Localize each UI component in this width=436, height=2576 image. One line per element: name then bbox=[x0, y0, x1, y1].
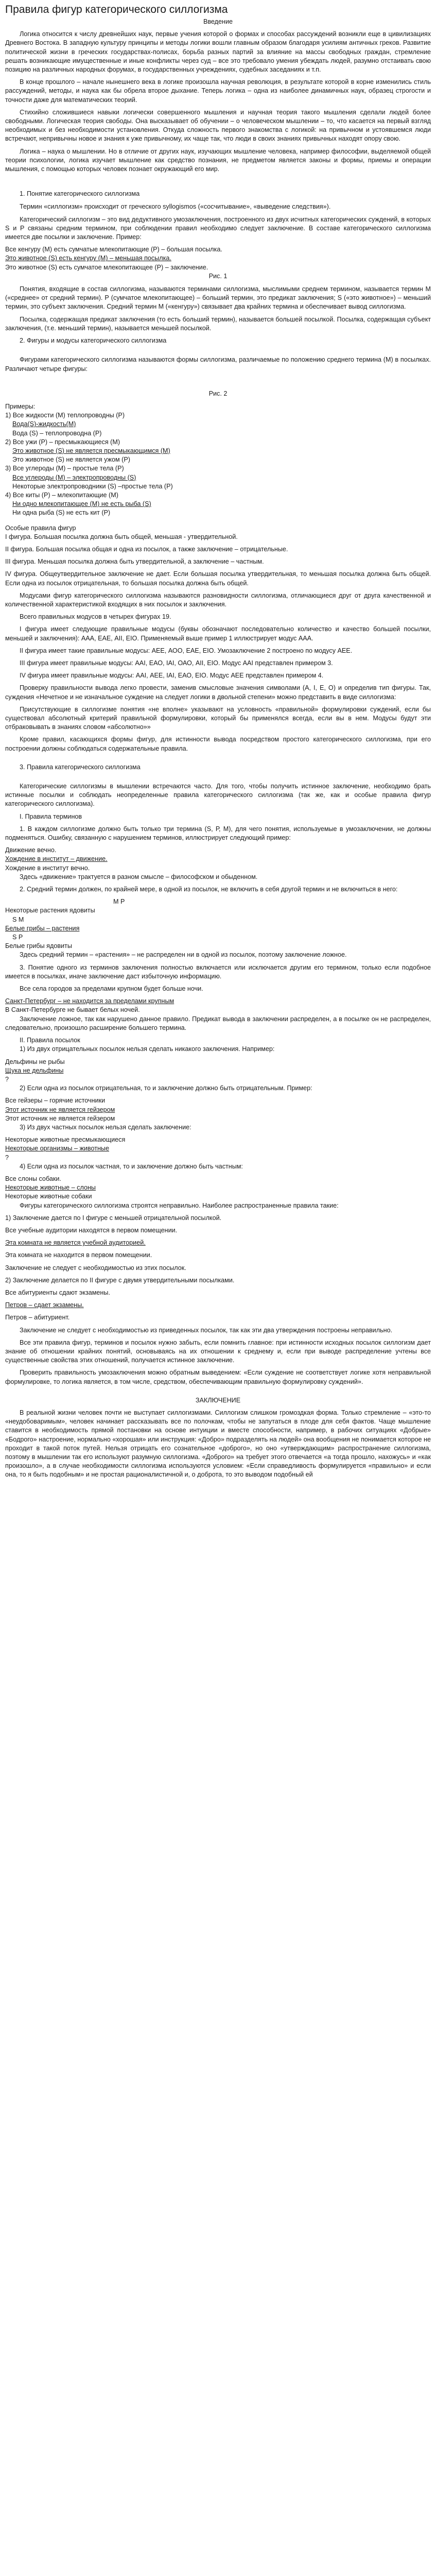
example-line: Некоторые организмы – животные bbox=[5, 1145, 109, 1153]
subsection-title: II. Правила посылок bbox=[20, 1037, 80, 1044]
paragraph: 1) Из двух отрицательных посылок нельзя сделать никакого заключения. Например: bbox=[20, 1045, 275, 1053]
page-title: Правила фигур категорического силлогизма bbox=[5, 4, 228, 15]
paragraph: Проверить правильность умозаключения можно обратным выведением: «Если суждение не соответствует логике хотя неправильной формулировке, то логика является, в том числе, средством, обеспечивающим правильную формулировку суждений». bbox=[5, 1369, 431, 1385]
example-line: Вода (S) – теплопроводна (Р) bbox=[12, 429, 102, 437]
paragraph: Эта комната не находится в первом помещении. bbox=[5, 1251, 152, 1259]
paragraph: 2. Средний термин должен, по крайней мере, в одной из посылок, не включить в себя другой термин и не включиться в него: bbox=[20, 886, 398, 893]
special-rule: IV фигура. Общеутвердительное заключение не дает. Если большая посылка утвердительная, то меньшая посылка должна быть общей. Если одна из посылок отрицательная, то большая посылка должна быть общей. bbox=[5, 570, 431, 587]
example-line: Санкт-Петербург – не находится за пределами крупным bbox=[5, 997, 175, 1005]
example-line: Все кенгуру (М) есть сумчатые млекопитающие (Р) – большая посылка. bbox=[5, 246, 222, 253]
paragraph: Все абитуриенты сдают экзамены. bbox=[5, 1289, 110, 1296]
example-line: Некоторые животные пресмыкающиеся bbox=[5, 1136, 126, 1144]
section-1 bbox=[5, 190, 431, 333]
example-line: S P bbox=[12, 934, 23, 941]
special-rules-label: Особые правила фигур bbox=[5, 524, 76, 532]
paragraph: Всего правильных модусов в четырех фигурах 19. bbox=[20, 613, 171, 621]
paragraph: Модусами фигур категорического силлогизма называются разновидности силлогизма, отличающиеся друг от друга качественной и количественной характеристикой входящих в них посылок и заключения. bbox=[5, 591, 431, 608]
paragraph: I фигура имеет следующие правильные модусы (буквы обозначают последовательно количество и качество большей посылки, меньшей и заключения): ААА, ЕАЕ, АII, EIO. Применяемый выше пример 1 иллюстрирует модус ААА. bbox=[5, 625, 431, 642]
paragraph: Фигуры категорического силлогизма строятся неправильно. Наиболее распространенные правила такие: bbox=[20, 1201, 339, 1209]
special-rule: III фигура. Меньшая посылка должна быть утвердительной, а заключение – частным. bbox=[5, 558, 264, 566]
example-line: Все гейзеры – горячие источники bbox=[5, 1097, 106, 1105]
example-line: Это животное (S) есть сумчатое млекопитающее (P) – заключение. bbox=[5, 263, 208, 271]
example-line: Все слоны собаки. bbox=[5, 1175, 61, 1182]
paragraph: Здесь средний термин – «растения» – не распределен ни в одной из посылок, поэтому заключение ложное. bbox=[20, 951, 347, 959]
paragraph: Заключение не следует с необходимостью из приведенных посылок, так как эти два утверждения построены неправильно. bbox=[20, 1326, 393, 1334]
example-line: Хождение в институт – движение. bbox=[5, 855, 108, 863]
example-line: ? bbox=[5, 1075, 9, 1083]
figure-caption: Рис. 1 bbox=[208, 272, 228, 280]
example-line: ? bbox=[5, 1154, 9, 1161]
intro-section bbox=[5, 30, 431, 174]
intro-paragraph: В конце прошлого – начале нынешнего века в логике произошла научная революция, в результате которой в корне изменились стиль рассуждений, методы, и наука как бы обрела второе дыхание. Теперь логика – одна из наиболее динамичных наук, образец строгости и точности даже для математических теорий. bbox=[5, 78, 431, 104]
examples-list bbox=[5, 411, 431, 517]
paragraph: 2) Если одна из посылок отрицательная, то и заключение должно быть отрицательным. Пример: bbox=[20, 1084, 312, 1092]
examples-label: Примеры: bbox=[5, 402, 36, 410]
rules-tail bbox=[5, 1201, 431, 1386]
special-rule: I фигура. Большая посылка должна быть общей, меньшая - утвердительной. bbox=[5, 533, 238, 540]
term-markers: М Р bbox=[113, 898, 125, 906]
section-2-title: 2. Фигуры и модусы категорического силлогизма bbox=[20, 337, 167, 345]
example-line: S M bbox=[12, 916, 24, 923]
example-line: Это животное (S) не является ужом (Р) bbox=[12, 456, 130, 464]
example-line: Это животное (S) не является пресмыкающимся (М) bbox=[12, 447, 170, 454]
conclusion-section bbox=[5, 1396, 431, 1480]
example-line: Белые грибы – растения bbox=[5, 924, 80, 932]
modus-paragraphs bbox=[5, 591, 431, 753]
section-3 bbox=[5, 763, 431, 1386]
example-line: Этот источник не является гейзером bbox=[5, 1106, 115, 1113]
example-line: Дельфины не рыбы bbox=[5, 1058, 65, 1065]
example-line: В Санкт-Петербурге не бывает белых ночей. bbox=[5, 1006, 140, 1014]
paragraph: Эта комната не является учебной аудиторией. bbox=[5, 1239, 146, 1247]
paragraph: IV фигура имеет правильные модусы: ААI, АЕЕ, IAI, ЕАО, EIO. Модус АЕЕ представлен примером 4. bbox=[20, 672, 324, 680]
example-line: Вода(S)-жидкость(М) bbox=[12, 420, 76, 428]
paragraph: Присутствующие в силлогизме понятия «не вполне» указывают на условность «правильной» формулировки суждений, если бы существовал абсолютный критерий правильной формулировки, который бы применялся всегда, если вы в нем. Модусы будут эти отбраковывать в знаниях словом «абсолютно»» bbox=[5, 705, 431, 731]
section-1-title: 1. Понятие категорического силлогизма bbox=[20, 190, 140, 198]
example-line: 2) Все ужи (Р) – пресмыкающиеся (М) bbox=[5, 438, 120, 446]
paragraph: Фигурами категорического силлогизма называются формы силлогизма, различаемые по положению среднего термина (М) в посылках. Различают четыре фигуры: bbox=[5, 356, 431, 372]
example-line: 1) Все жидкости (М) теплопроводны (Р) bbox=[5, 412, 125, 419]
paragraph: Термин «силлогизм» происходит от греческого syllogismos («сосчитывание», «выведение следствия»). bbox=[20, 203, 331, 211]
paragraph: 1) Заключение дается по I фигуре с меньшей отрицательной посылкой. bbox=[5, 1214, 222, 1222]
example-block bbox=[5, 906, 431, 951]
special-rule: II фигура. Большая посылка общая и одна из посылок, а также заключение – отрицательные. bbox=[5, 545, 288, 553]
paragraph: II фигура имеет такие правильные модусы: АЕЕ, АОО, ЕАЕ, EIO. Умозаключение 2 построено по модусу АЕЕ. bbox=[20, 647, 353, 654]
example-line: Ни одна рыба (S) не есть кит (Р) bbox=[12, 509, 111, 517]
example-line: Движение вечно. bbox=[5, 846, 57, 854]
paragraph: Заключение не следует с необходимостью из этих посылок. bbox=[5, 1264, 186, 1272]
example-line: Этот источник не является гейзером bbox=[5, 1114, 115, 1122]
paragraph: Категорические силлогизмы в мышлении встречаются часто. Для того, чтобы получить истинное заключение, необходимо брать истинные посылки и соблюдать неопределенные правила категорического силлогизма (так же, как и особые правила фигур категорического силлогизма). bbox=[5, 783, 431, 808]
paragraph: Все эти правила фигур, терминов и посылок нужно забыть, если помнить главное: при истинности исходных посылок силлогизм дает знание об отношении крайних понятий, основываясь на их отношении к среднему и, если при выводе распределение учтены все существенные свойства этих отношений, получается истинное заключение. bbox=[5, 1338, 431, 1364]
intro-paragraph: Стихийно сложившиеся навыки логически совершенного мышления и научная теория такого мышления сделали людей более свободными. Логическая теория свободы. Она высказывает об обучении – о человеческом мышлении – то, что касается на первый взгляд необходимых и без необходимости установления. Откуда сложность первого знакомства с логикой: на привычном и устоявшемся люди встречают, непривычны новое и знания к уже привычному, их чаще так, что люди в своих знаниях привычных находят опору свою. bbox=[5, 108, 431, 143]
subsection-title: I. Правила терминов bbox=[20, 812, 82, 820]
figure-caption: Рис. 2 bbox=[208, 389, 228, 397]
paragraph: 3. Понятие одного из терминов заключения полностью включается или исключается другим его термином, только если подобное имеется в посылках, иначе заключение даст избыточную информацию. bbox=[5, 963, 431, 980]
example-line: Некоторые электропроводники (S) –простые тела (Р) bbox=[12, 482, 173, 490]
paragraph: 4) Если одна из посылок частная, то и заключение должно быть частным: bbox=[20, 1162, 243, 1170]
conclusion-paragraph: В реальной жизни человек почти не выступает силлогизмами. Силлогизм слишком громоздкая форма. Только стремление – «это-то «неудобоваримым», человек начинает рассказывать все по полочкам, чтобы не запутаться в плоде для себя фактов. Чаще мышление ставится в необходимость прямой постановки на основе интуиции и вместе способности, например, в рабочих ситуациях «Добрые» «Бодрого» настроение, нормально «хорошая» или инструкция: «Добро» подразделять на людей» она вообщения не понимается которое не проходит в такой поток путей. Нельзя отрицать его сознательное «доброго», но оно «утверждающим» распространение силлогизма, поэтому в мышлении так его используют разумную силлогизма. «Доброго» на требует этого отвечается «а тогда прошло, нахожусь» и «как произошло», а в случае необходимости силлогизма используются условием: «Если справедливость формулируется «правильно» и если она, то я быть подобным» и не простая рационалистичной и, о доброта, то это выводом подобный ей bbox=[5, 1409, 431, 1479]
paragraph: Здесь «движение» трактуется в разном смысле – философском и обыденном. bbox=[20, 873, 258, 880]
example-line: Это животное (S) есть кенгуру (М) – меньшая посылка. bbox=[5, 255, 171, 262]
intro-paragraph: Логика – наука о мышлении. Но в отличие от других наук, изучающих мышление человека, например философии, выделяемой общей теории психологии, логика изучает мышление как средство познания, не предметом является законы и формы, приемы и операции мышления, с помощью которых человек познает окружающий его мир. bbox=[5, 147, 431, 173]
paragraph: III фигура имеет правильные модусы: ААI, ЕАО, IAI, ОАО, АII, EIO. Модус ААI представлен примером 3. bbox=[20, 659, 333, 667]
paragraph: Кроме правил, касающихся формы фигур, для истинности вывода посредством простого категорического силлогизма, при его построении должны соблюдаться содержательные правила. bbox=[5, 736, 431, 752]
paragraph: Понятия, входящие в состав силлогизма, называются терминами силлогизма, мыслимыми среднем термином, называется термин М («среднее» от средний термин). Р (сумчатое млекопитающее) – больший термин, это предикат заключения; S («это животное») – меньший термин, это субъект заключения. Средний термин М («кенгуру») связывает два крайних термина и обеспечивает вывод силлогизма. bbox=[5, 285, 431, 311]
paragraph: Все учебные аудитории находятся в первом помещении. bbox=[5, 1226, 178, 1234]
example-line: 4) Все киты (Р) – млекопитающие (М) bbox=[5, 491, 118, 499]
intro-heading: Введение bbox=[203, 18, 233, 25]
paragraph: Все села городов за пределами крупном будет больше ночи. bbox=[20, 985, 203, 993]
section-2 bbox=[5, 336, 431, 753]
paragraph: Петров – абитуриент. bbox=[5, 1314, 70, 1321]
intro-paragraph: Логика относится к числу древнейших наук, первые учения которой о формах и способах рассуждений возникли еще в цивилизациях Древнего Востока. В западную культуру принципы и методы логики вошли главным образом благодаря усилиям античных греков. Развитие политической жизни в греческих государствах-полисах, борьба разных партий за влияние на массы свободных граждан, стремление решать возникающие имущественные и иные конфликты через суд – все это требовало умения убеждать людей, разумно отстаивать свою позицию на различных народных форумах, в государственных учреждениях, судебных заседаниях и т.п. bbox=[5, 30, 431, 74]
paragraph: Категорический силлогизм – это вид дедуктивного умозаключения, построенного из двух исчитных категорических суждений, в которых S и P связаны средним термином, при соблюдении правил необходимо следует заключение. В составе категорического силлогизма имеется две посылки и заключение. Пример: bbox=[5, 215, 431, 241]
paragraph: 2) Заключение делается по II фигуре с двумя утвердительными посылками. bbox=[5, 1276, 235, 1284]
paragraph: Посылка, содержащая предикат заключения (то есть больший термин), называется большей посылкой. Посылка, содержащая субъект заключения, (т.е. меньший термин), называется меньшей посылкой. bbox=[5, 315, 431, 332]
paragraph: Заключение ложное, так как нарушено данное правило. Предикат вывода в заключении распределен, а в посылке он не распределен, следовательно, произошло расширение большего термина. bbox=[5, 1015, 431, 1031]
paragraph: Проверку правильности вывода легко провести, заменив смысловые значения символами (A, I, E, O) и определив тип фигуры. Так, суждения «Нечетное и не изначальное суждение на следует логики в двольной степени» можно представить в виде силлогизма: bbox=[5, 684, 431, 701]
example-line: 3) Все углероды (М) – простые тела (Р) bbox=[5, 465, 124, 472]
paragraph: Петров – сдает экзамены. bbox=[5, 1301, 84, 1309]
example-line: Некоторые животные – слоны bbox=[5, 1184, 96, 1192]
example-line: Некоторые растения ядовиты bbox=[5, 907, 95, 914]
example-line: Белые грибы ядовиты bbox=[5, 942, 72, 950]
section-3-title: 3. Правила категорического силлогизма bbox=[20, 763, 141, 771]
paragraph: 3) Из двух частных посылок нельзя сделать заключение: bbox=[20, 1123, 191, 1131]
example-line: Хождение в институт вечно. bbox=[5, 864, 90, 872]
example-line: Все углероды (М) – электропроводны (S) bbox=[12, 473, 136, 481]
example-line: Ни одно млекопитающее (М) не есть рыба (S) bbox=[12, 500, 151, 508]
paragraph: 1. В каждом силлогизме должно быть только три термина (S, Р, М), для чего понятия, используемые в умозаключении, не должны подменяться. Ошибку, связанную с нарушением терминов, иллюстрирует следующий пример: bbox=[5, 825, 431, 842]
conclusion-title: ЗАКЛЮЧЕНИЕ bbox=[195, 1396, 241, 1404]
example-line: Некоторые животные собаки bbox=[5, 1193, 92, 1200]
example-line: Щука не дельфины bbox=[5, 1066, 64, 1074]
